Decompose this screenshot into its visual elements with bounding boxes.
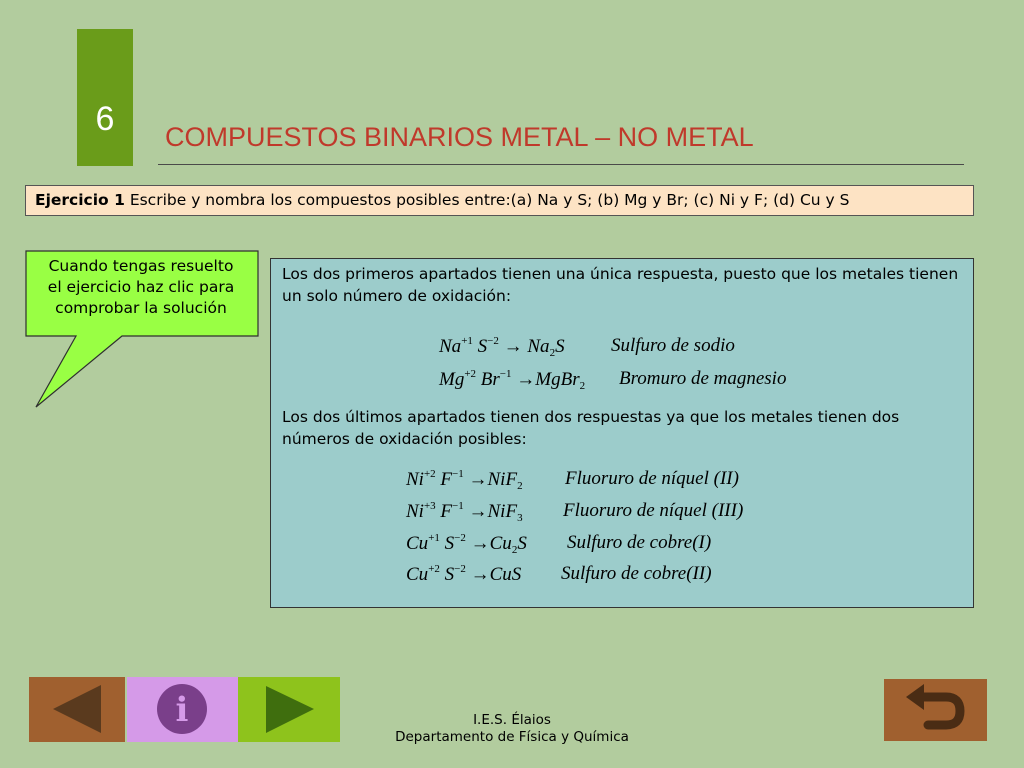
compound-name: Sulfuro de cobre(I): [567, 532, 712, 553]
previous-button[interactable]: [29, 677, 125, 742]
compound-name: Sulfuro de cobre(II): [561, 563, 712, 584]
info-icon: [127, 677, 238, 742]
reaction-formula: $Na^{+1}$ $S^{-2} \to Na_2S$: [439, 335, 565, 359]
compound-name: Bromuro de magnesio: [619, 368, 787, 389]
reaction-formula: $Mg^{+2}$ $Br^{-1}$ →MgBr$_2$: [439, 368, 586, 392]
return-arrow-icon: [884, 679, 987, 741]
solution-panel: [270, 258, 974, 608]
next-button[interactable]: [238, 677, 340, 742]
svg-text:i: i: [175, 690, 189, 730]
department-name: Departamento de Física y Química: [395, 729, 629, 745]
reaction-formula: $Cu^{+2}$ $S^{-2} \to CuS$: [406, 563, 522, 585]
footer: [362, 712, 662, 746]
callout-line: el ejercicio haz clic para: [47, 278, 235, 296]
slide-number: 6: [95, 100, 115, 138]
solution-second-intro: Los dos últimos apartados tienen dos respuestas ya que los metales tienen dos números de oxidación posibles:: [282, 408, 900, 448]
reaction-formula: $Ni^{+2}$ $F^{-1} \to NiF_2$: [406, 468, 523, 492]
exercise-label: Ejercicio 1: [35, 191, 125, 209]
compound-name: Fluoruro de níquel (II): [565, 468, 739, 489]
callout-text[interactable]: [28, 256, 254, 319]
compound-name: Sulfuro de sodio: [611, 335, 735, 356]
info-button[interactable]: [127, 677, 238, 742]
return-button[interactable]: [884, 679, 987, 741]
callout-line: Cuando tengas resuelto: [48, 257, 234, 275]
solution-intro: Los dos primeros apartados tienen una única respuesta, puesto que los metales tienen un solo número de oxidación:: [282, 265, 959, 305]
exercise-text: Escribe y nombra los compuestos posibles entre:(a) Na y S; (b) Mg y Br; (c) Ni y F; (d) Cu y S: [124, 191, 850, 209]
callout-line: comprobar la solución: [55, 299, 227, 317]
reaction-formula: $Ni^{+3}$ $F^{-1} \to NiF_3$: [406, 500, 523, 524]
arrow-right-icon: [238, 677, 340, 742]
reaction-formula: $Cu^{+1}$ $S^{-2} \to Cu_2S$: [406, 532, 527, 556]
school-name: I.E.S. Élaios: [473, 712, 551, 728]
arrow-left-icon: [29, 677, 125, 742]
compound-name: Fluoruro de níquel (III): [563, 500, 744, 521]
page-title: COMPUESTOS BINARIOS METAL – NO METAL: [165, 122, 754, 152]
